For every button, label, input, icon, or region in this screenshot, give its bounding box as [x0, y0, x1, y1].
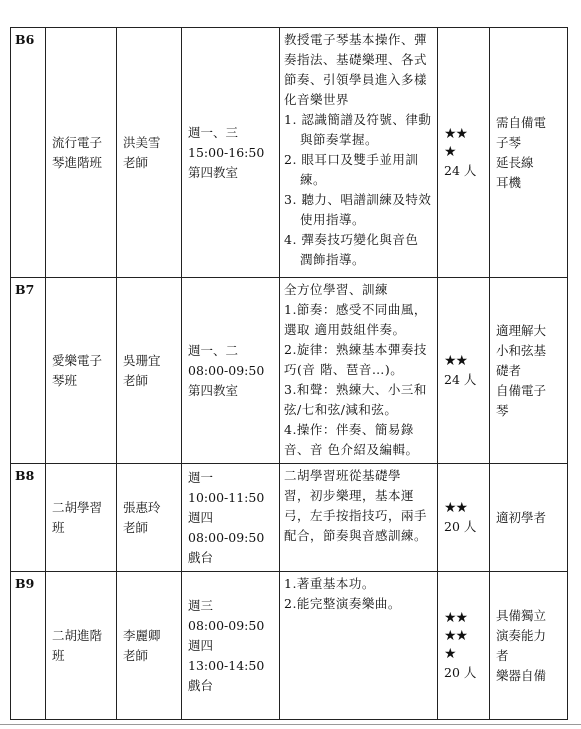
course-row: [11, 572, 568, 720]
content-line: 教授電子琴基本操作、彈: [284, 32, 428, 47]
name-line: 二胡學習: [52, 499, 103, 515]
time-line: 13:00-14:50: [188, 657, 265, 673]
note-line: 小和弦基: [496, 342, 547, 358]
content-line: 2.旋律：熟練基本彈奏技: [284, 342, 427, 357]
content-line: 4. 彈奏技巧變化與音色: [284, 232, 419, 247]
remarks: [490, 278, 568, 464]
course-row: [11, 28, 568, 278]
note-line: 礎者: [496, 362, 522, 378]
capacity: 24 人: [444, 162, 477, 178]
content-line: 化音樂世界: [284, 92, 350, 107]
time-line: 週四: [188, 637, 214, 653]
capacity: 20 人: [444, 664, 477, 680]
content-line: 1. 認識簡譜及符號、律動: [284, 112, 432, 127]
content-line: 1.節奏：感受不同曲風，: [284, 302, 427, 317]
time-line: 週一、二: [188, 342, 239, 358]
course-content: [280, 28, 438, 278]
content-line: 潤飾指導。: [300, 252, 366, 267]
time-line: 08:00-09:50: [188, 529, 265, 545]
time-line: 第四教室: [188, 164, 239, 180]
content-line: 2.能完整演奏樂曲。: [284, 596, 401, 611]
content-line: 節奏、引領學員進入多樣: [284, 72, 428, 87]
content-line: 使用指導。: [300, 212, 366, 227]
note-line: 子琴: [496, 134, 522, 150]
name-line: 琴班: [52, 372, 78, 388]
content-line: 配合，節奏與音感訓練。: [284, 528, 428, 543]
remarks: [490, 28, 568, 278]
name-line: 愛樂電子: [52, 352, 103, 368]
star-icon: ★★: [444, 627, 468, 644]
page-bottom-rule: [0, 724, 581, 725]
note-line: 適理解大: [496, 322, 547, 338]
course-code: B8: [11, 464, 46, 572]
note-line: 者: [496, 647, 509, 663]
schedule: [182, 572, 280, 720]
difficulty-capacity: [438, 572, 490, 720]
star-icon: ★★: [444, 499, 468, 516]
teacher-line: 洪美雪: [123, 134, 161, 150]
teacher-line: 李麗卿: [123, 627, 161, 643]
content-line: 選取 適用鼓組伴奏。: [284, 322, 406, 337]
content-line: 全方位學習、訓練: [284, 282, 389, 297]
time-line: 週一、三: [188, 124, 239, 140]
teacher-name: [117, 572, 182, 720]
schedule: [182, 28, 280, 278]
course-table-body: [11, 28, 568, 720]
star-icon: ★★: [444, 125, 468, 142]
star-icon: ★★: [444, 352, 468, 369]
course-code: B7: [11, 278, 46, 464]
time-line: 週四: [188, 509, 214, 525]
name-line: 班: [52, 647, 65, 663]
star-icon: ★: [444, 645, 456, 662]
content-line: 與節奏掌握。: [300, 132, 379, 147]
capacity: 24 人: [444, 371, 477, 387]
name-line: 班: [52, 519, 65, 535]
difficulty-capacity: [438, 28, 490, 278]
teacher-name: [117, 278, 182, 464]
course-name: [46, 464, 117, 572]
content-line: 3. 聽力、唱譜訓練及特效: [284, 192, 432, 207]
content-line: 3.和聲：熟練大、小三和: [284, 382, 427, 397]
time-line: 08:00-09:50: [188, 362, 265, 378]
note-line: 耳機: [496, 174, 522, 190]
content-line: 習，初步樂理，基本運: [284, 488, 415, 503]
teacher-name: [117, 28, 182, 278]
note-line: 琴: [496, 402, 509, 418]
teacher-line: 老師: [123, 519, 149, 535]
remarks: [490, 572, 568, 720]
course-content: [280, 464, 438, 572]
note-line: 演奏能力: [496, 627, 547, 643]
note-line: 需自備電: [496, 114, 547, 130]
time-line: 10:00-11:50: [188, 489, 265, 505]
teacher-line: 吳珊宜: [123, 352, 161, 368]
teacher-line: 張惠玲: [123, 499, 161, 515]
teacher-line: 老師: [123, 647, 149, 663]
teacher-name: [117, 464, 182, 572]
name-line: 流行電子: [52, 134, 103, 150]
content-line: 2. 眼耳口及雙手並用訓: [284, 152, 419, 167]
star-icon: ★: [444, 143, 456, 160]
time-line: 08:00-09:50: [188, 617, 265, 633]
course-name: [46, 278, 117, 464]
content-line: 練。: [300, 172, 327, 187]
time-line: 週一: [188, 469, 214, 485]
course-row: [11, 278, 568, 464]
time-line: 戲台: [188, 549, 214, 565]
time-line: 15:00-16:50: [188, 144, 265, 160]
note-line: 樂器自備: [496, 667, 547, 683]
content-line: 奏指法、基礎樂理、各式: [284, 52, 428, 67]
capacity: 20 人: [444, 518, 477, 534]
star-icon: ★★: [444, 609, 468, 626]
name-line: 琴進階班: [52, 154, 103, 170]
schedule: [182, 278, 280, 464]
content-line: 弓，左手按指技巧，兩手: [284, 508, 428, 523]
course-name: [46, 572, 117, 720]
course-code: B6: [11, 28, 46, 278]
note-line: 延長線: [496, 154, 534, 170]
content-line: 音、音 色介紹及編輯。: [284, 442, 419, 457]
content-line: 1.著重基本功。: [284, 576, 375, 591]
course-table: [10, 27, 568, 720]
content-line: 弦/七和弦/減和弦。: [284, 402, 398, 417]
note-line: 適初學者: [496, 509, 547, 525]
difficulty-capacity: [438, 278, 490, 464]
time-line: 第四教室: [188, 382, 239, 398]
content-line: 巧(音 階、琶音…)。: [284, 362, 404, 377]
schedule: [182, 464, 280, 572]
time-line: 週三: [188, 597, 214, 613]
time-line: 戲台: [188, 677, 214, 693]
course-content: [280, 278, 438, 464]
teacher-line: 老師: [123, 372, 149, 388]
course-row: [11, 464, 568, 572]
teacher-line: 老師: [123, 154, 149, 170]
difficulty-capacity: [438, 464, 490, 572]
content-line: 4.操作：伴奏、簡易錄: [284, 422, 414, 437]
course-name: [46, 28, 117, 278]
course-code: B9: [11, 572, 46, 720]
course-content: [280, 572, 438, 720]
note-line: 具備獨立: [496, 607, 547, 623]
remarks: [490, 464, 568, 572]
note-line: 自備電子: [496, 382, 547, 398]
name-line: 二胡進階: [52, 627, 103, 643]
content-line: 二胡學習班從基礎學: [284, 468, 402, 483]
